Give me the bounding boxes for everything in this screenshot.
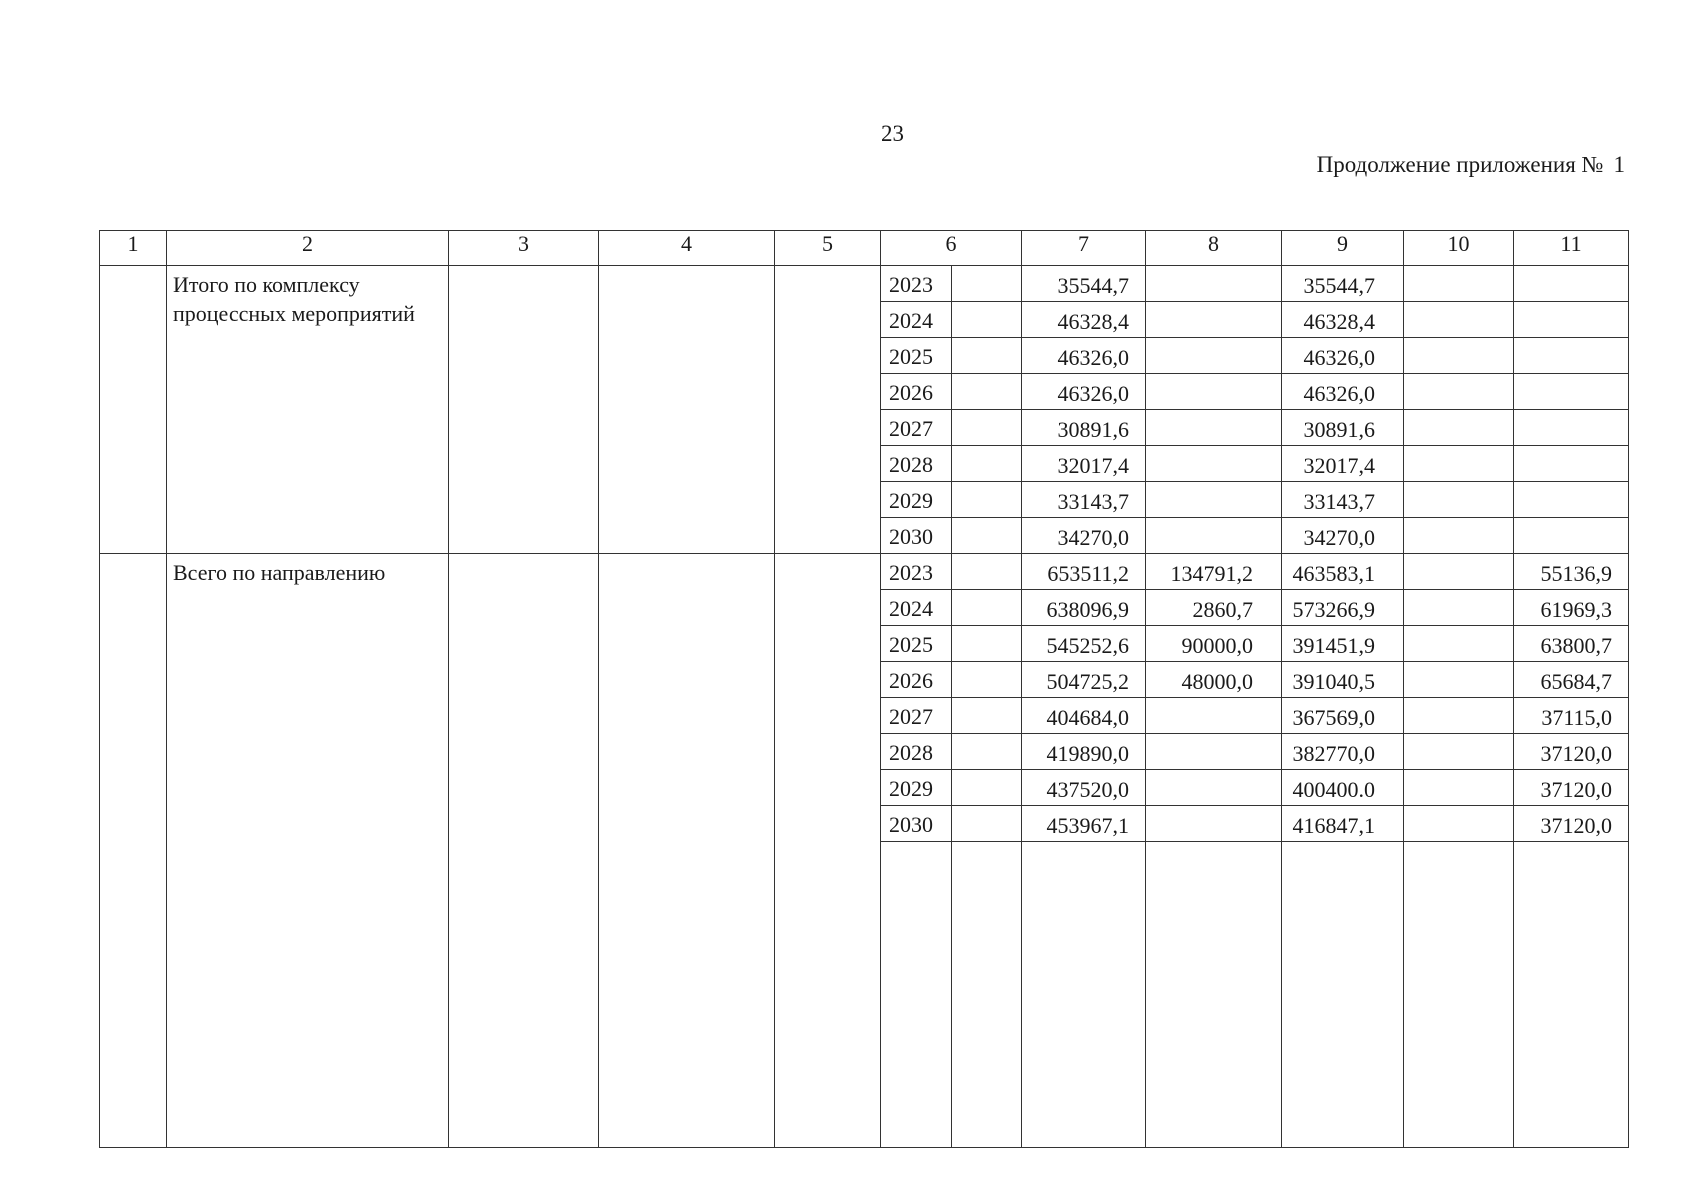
value-col10 <box>1404 554 1514 590</box>
column-header-1: 1 <box>100 231 167 266</box>
value-col7: 33143,7 <box>1022 482 1146 518</box>
cell-col5 <box>775 554 881 1148</box>
cell-col6-sub <box>952 338 1022 374</box>
year-cell: 2028 <box>881 734 952 770</box>
value-col9: 46326,0 <box>1282 338 1404 374</box>
table-body <box>100 231 1629 1148</box>
column-header-7: 7 <box>1022 231 1146 266</box>
cell-col6-sub <box>952 266 1022 302</box>
table-row <box>100 554 1629 590</box>
value-col10 <box>1404 338 1514 374</box>
value-col8 <box>1146 698 1282 734</box>
appendix-continuation-caption <box>1317 152 1625 178</box>
value-col8: 48000,0 <box>1146 662 1282 698</box>
continuation-text: Продолжение приложения № <box>1316 152 1604 177</box>
value-col11: 65684,7 <box>1514 662 1629 698</box>
value-col9: 33143,7 <box>1282 482 1404 518</box>
year-cell: 2030 <box>881 518 952 554</box>
cell-col6-sub <box>952 698 1022 734</box>
cell-col1 <box>100 554 167 1148</box>
value-col11 <box>1514 266 1629 302</box>
cell-col6-sub <box>952 662 1022 698</box>
year-cell: 2026 <box>881 374 952 410</box>
cell-col1 <box>100 266 167 554</box>
column-header-5: 5 <box>775 231 881 266</box>
value-col8 <box>1146 266 1282 302</box>
value-col7: 34270,0 <box>1022 518 1146 554</box>
value-col11 <box>1514 518 1629 554</box>
value-col11: 37120,0 <box>1514 734 1629 770</box>
value-col9: 391451,9 <box>1282 626 1404 662</box>
cell-col6-sub <box>952 770 1022 806</box>
year-cell: 2030 <box>881 806 952 842</box>
value-col7: 404684,0 <box>1022 698 1146 734</box>
value-col10 <box>1404 662 1514 698</box>
cell-col6-sub <box>952 590 1022 626</box>
year-cell: 2025 <box>881 338 952 374</box>
year-cell: 2027 <box>881 698 952 734</box>
empty-cell <box>881 842 952 1148</box>
value-col8 <box>1146 302 1282 338</box>
value-col7: 46326,0 <box>1022 338 1146 374</box>
value-col8: 90000,0 <box>1146 626 1282 662</box>
cell-col5 <box>775 266 881 554</box>
value-col7: 545252,6 <box>1022 626 1146 662</box>
value-col10 <box>1404 518 1514 554</box>
value-col11 <box>1514 374 1629 410</box>
value-col8: 2860,7 <box>1146 590 1282 626</box>
value-col10 <box>1404 446 1514 482</box>
value-col11 <box>1514 338 1629 374</box>
value-col9: 46326,0 <box>1282 374 1404 410</box>
empty-cell <box>1404 842 1514 1148</box>
cell-col4 <box>599 554 775 1148</box>
year-cell: 2023 <box>881 554 952 590</box>
cell-col3 <box>449 266 599 554</box>
value-col11 <box>1514 446 1629 482</box>
value-col10 <box>1404 626 1514 662</box>
value-col10 <box>1404 302 1514 338</box>
value-col8 <box>1146 734 1282 770</box>
value-col10 <box>1404 698 1514 734</box>
year-cell: 2025 <box>881 626 952 662</box>
value-col10 <box>1404 770 1514 806</box>
cell-col6-sub <box>952 374 1022 410</box>
value-col8 <box>1146 446 1282 482</box>
year-cell: 2026 <box>881 662 952 698</box>
year-cell: 2028 <box>881 446 952 482</box>
appendix-number: 1 <box>1613 152 1625 177</box>
value-col10 <box>1404 266 1514 302</box>
value-col8 <box>1146 410 1282 446</box>
column-header-9: 9 <box>1282 231 1404 266</box>
value-col9: 46328,4 <box>1282 302 1404 338</box>
value-col7: 453967,1 <box>1022 806 1146 842</box>
year-cell: 2029 <box>881 770 952 806</box>
value-col10 <box>1404 734 1514 770</box>
value-col9: 32017,4 <box>1282 446 1404 482</box>
value-col8 <box>1146 518 1282 554</box>
value-col10 <box>1404 590 1514 626</box>
empty-cell <box>1514 842 1629 1148</box>
value-col9: 34270,0 <box>1282 518 1404 554</box>
empty-cell <box>952 842 1022 1148</box>
column-header-4: 4 <box>599 231 775 266</box>
cell-col6-sub <box>952 410 1022 446</box>
financing-table <box>99 230 1629 1148</box>
year-cell: 2024 <box>881 302 952 338</box>
value-col7: 437520,0 <box>1022 770 1146 806</box>
table-row <box>100 266 1629 302</box>
column-header-6: 6 <box>881 231 1022 266</box>
column-header-8: 8 <box>1146 231 1282 266</box>
page-number: 23 <box>881 121 904 146</box>
row-group-label: Итого по комплексу процессных мероприятий <box>167 266 449 554</box>
value-col7: 419890,0 <box>1022 734 1146 770</box>
year-cell: 2023 <box>881 266 952 302</box>
cell-col6-sub <box>952 626 1022 662</box>
value-col10 <box>1404 806 1514 842</box>
cell-col4 <box>599 266 775 554</box>
value-col11: 63800,7 <box>1514 626 1629 662</box>
value-col7: 46328,4 <box>1022 302 1146 338</box>
value-col8 <box>1146 338 1282 374</box>
value-col7: 35544,7 <box>1022 266 1146 302</box>
value-col7: 504725,2 <box>1022 662 1146 698</box>
value-col7: 32017,4 <box>1022 446 1146 482</box>
cell-col6-sub <box>952 806 1022 842</box>
value-col8 <box>1146 806 1282 842</box>
header-row <box>100 231 1629 266</box>
value-col11: 55136,9 <box>1514 554 1629 590</box>
value-col7: 30891,6 <box>1022 410 1146 446</box>
value-col9: 416847,1 <box>1282 806 1404 842</box>
cell-col6-sub <box>952 446 1022 482</box>
value-col7: 638096,9 <box>1022 590 1146 626</box>
value-col9: 382770,0 <box>1282 734 1404 770</box>
value-col11: 37120,0 <box>1514 806 1629 842</box>
value-col8 <box>1146 482 1282 518</box>
empty-cell <box>1022 842 1146 1148</box>
value-col11 <box>1514 302 1629 338</box>
cell-col6-sub <box>952 734 1022 770</box>
column-header-3: 3 <box>449 231 599 266</box>
value-col9: 463583,1 <box>1282 554 1404 590</box>
value-col9: 30891,6 <box>1282 410 1404 446</box>
value-col11 <box>1514 482 1629 518</box>
empty-cell <box>1146 842 1282 1148</box>
value-col8: 134791,2 <box>1146 554 1282 590</box>
value-col7: 653511,2 <box>1022 554 1146 590</box>
value-col11: 37120,0 <box>1514 770 1629 806</box>
column-header-10: 10 <box>1404 231 1514 266</box>
cell-col6-sub <box>952 302 1022 338</box>
value-col9: 573266,9 <box>1282 590 1404 626</box>
year-cell: 2027 <box>881 410 952 446</box>
value-col10 <box>1404 374 1514 410</box>
value-col9: 400400.0 <box>1282 770 1404 806</box>
value-col9: 35544,7 <box>1282 266 1404 302</box>
value-col9: 391040,5 <box>1282 662 1404 698</box>
empty-cell <box>1282 842 1404 1148</box>
cell-col6-sub <box>952 554 1022 590</box>
value-col8 <box>1146 374 1282 410</box>
value-col11: 37115,0 <box>1514 698 1629 734</box>
year-cell: 2024 <box>881 590 952 626</box>
value-col7: 46326,0 <box>1022 374 1146 410</box>
value-col9: 367569,0 <box>1282 698 1404 734</box>
value-col11: 61969,3 <box>1514 590 1629 626</box>
row-group-label: Всего по направлению <box>167 554 449 1148</box>
value-col10 <box>1404 482 1514 518</box>
year-cell: 2029 <box>881 482 952 518</box>
cell-col6-sub <box>952 518 1022 554</box>
column-header-2: 2 <box>167 231 449 266</box>
column-header-11: 11 <box>1514 231 1629 266</box>
value-col10 <box>1404 410 1514 446</box>
cell-col3 <box>449 554 599 1148</box>
value-col11 <box>1514 410 1629 446</box>
cell-col6-sub <box>952 482 1022 518</box>
value-col8 <box>1146 770 1282 806</box>
